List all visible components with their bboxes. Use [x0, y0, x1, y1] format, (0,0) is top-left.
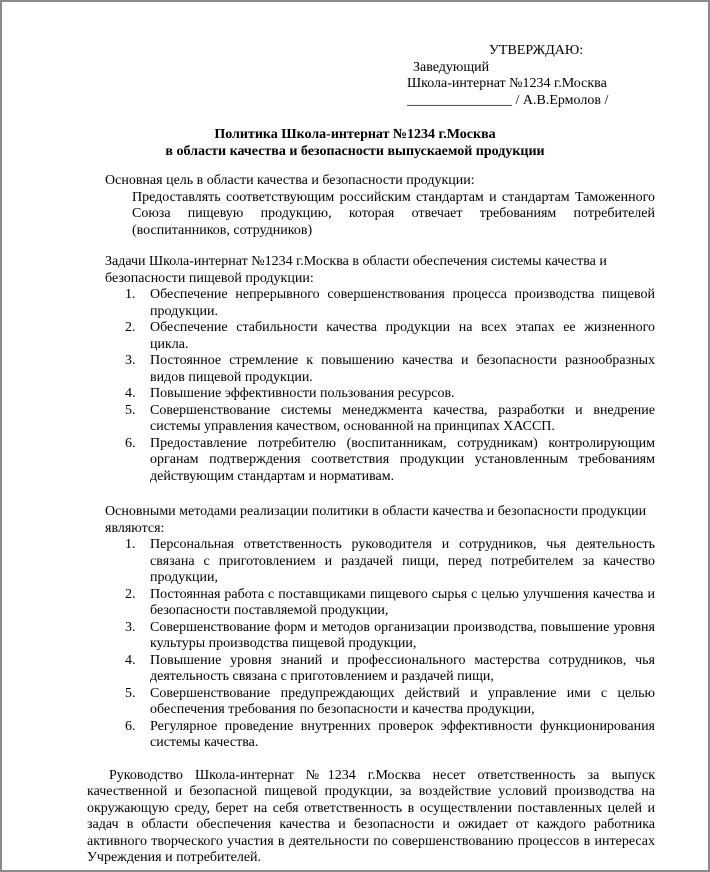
tasks-list-item: Обеспечение стабильности качества продукции на всех этапах ее жизненного цикла.	[150, 320, 655, 352]
methods-list-item: Совершенствование форм и методов организации производства, повышение уровня культуры производства пищевой продукции,	[150, 619, 655, 651]
tasks-list-item: Совершенствование системы менеджмента качества, разработки и внедрение системы управления качеством, основанной на принципах ХАССП.	[150, 402, 655, 434]
methods-list-item: Постоянная работа с поставщиками пищевого сырья с целью улучшения качества и безопасности поставляемой продукции,	[150, 586, 655, 618]
document-title-line-2: в области качества и безопасности выпускаемой продукции	[165, 144, 545, 159]
methods-list-item: Регулярное проведение внутренних проверок эффективности функционирования системы качества.	[150, 718, 655, 750]
tasks-list	[55, 287, 655, 485]
approver-position: Заведующий	[413, 59, 490, 75]
closing-paragraph: Руководство Школа-интернат №1234 г.Москва несет ответственность за выпуск качественной и безопасной пищевой продукции, за воздействие условий производства на окружающую среду, берет на себя ответственность в осуществлении поставленных целей и задач в области обеспечения качества и безопасности и ожидает от каждого работника активного творческого участия в деятельности по совершенствованию процессов в интересах Учреждения и потребителей.	[87, 767, 655, 865]
methods-section	[55, 504, 655, 752]
goal-heading: Основная цель в области качества и безопасности продукции:	[105, 173, 475, 188]
goal-section	[55, 173, 655, 239]
document-title-line-1: Политика Школа-интернат №1234 г.Москва	[214, 127, 496, 142]
approver-organization: Школа-интернат №1234 г.Москва	[407, 76, 607, 91]
tasks-list-item: Предоставление потребителю (воспитанникам, сотрудникам) контролирующим органам подтверждения соответствия продукции установленным требованиям действующим стандартам и нормативам.	[150, 435, 655, 484]
methods-list-item: Повышение уровня знаний и профессионального мастерства сотрудников, чья деятельность связана с приготовлением и раздачей пищи,	[150, 652, 655, 684]
approval-block	[407, 43, 655, 109]
signature-line	[407, 93, 655, 110]
document-title	[55, 126, 655, 160]
methods-heading: Основными методами реализации политики в области качества и безопасности продукции являются:	[105, 504, 647, 536]
methods-list-item: Совершенствование предупреждающих действий и управление ими с целью обеспечения требования по безопасности и качества продукции,	[150, 685, 655, 717]
tasks-list-item: Повышение эффективности пользования ресурсов.	[150, 386, 455, 401]
tasks-list-item: Обеспечение непрерывного совершенствования процесса производства пищевой продукции.	[150, 287, 655, 319]
methods-list	[55, 537, 655, 752]
signature-blank: _______________	[407, 92, 512, 108]
tasks-heading: Задачи Школа-интернат №1234 г.Москва в области обеспечения системы качества и безопасности пищевой продукции:	[105, 254, 607, 286]
tasks-list-item: Постоянное стремление к повышению качества и безопасности разнообразных видов пищевой продукции.	[150, 353, 655, 385]
approval-word: УТВЕРЖДАЮ:	[489, 43, 584, 58]
methods-list-item: Персональная ответственность руководителя и сотрудников, чья деятельность связана с приготовлением и раздачей пищи, перед потребителем за качество продукции,	[150, 537, 655, 585]
signature-name: / А.В.Ермолов /	[512, 92, 609, 108]
tasks-section	[55, 254, 655, 485]
goal-body: Предоставлять соответствующим российским стандартам и стандартам Таможенного Союза пищевую продукцию, которая отвечает требованиям потребителей (воспитанников, сотрудников)	[132, 189, 655, 238]
